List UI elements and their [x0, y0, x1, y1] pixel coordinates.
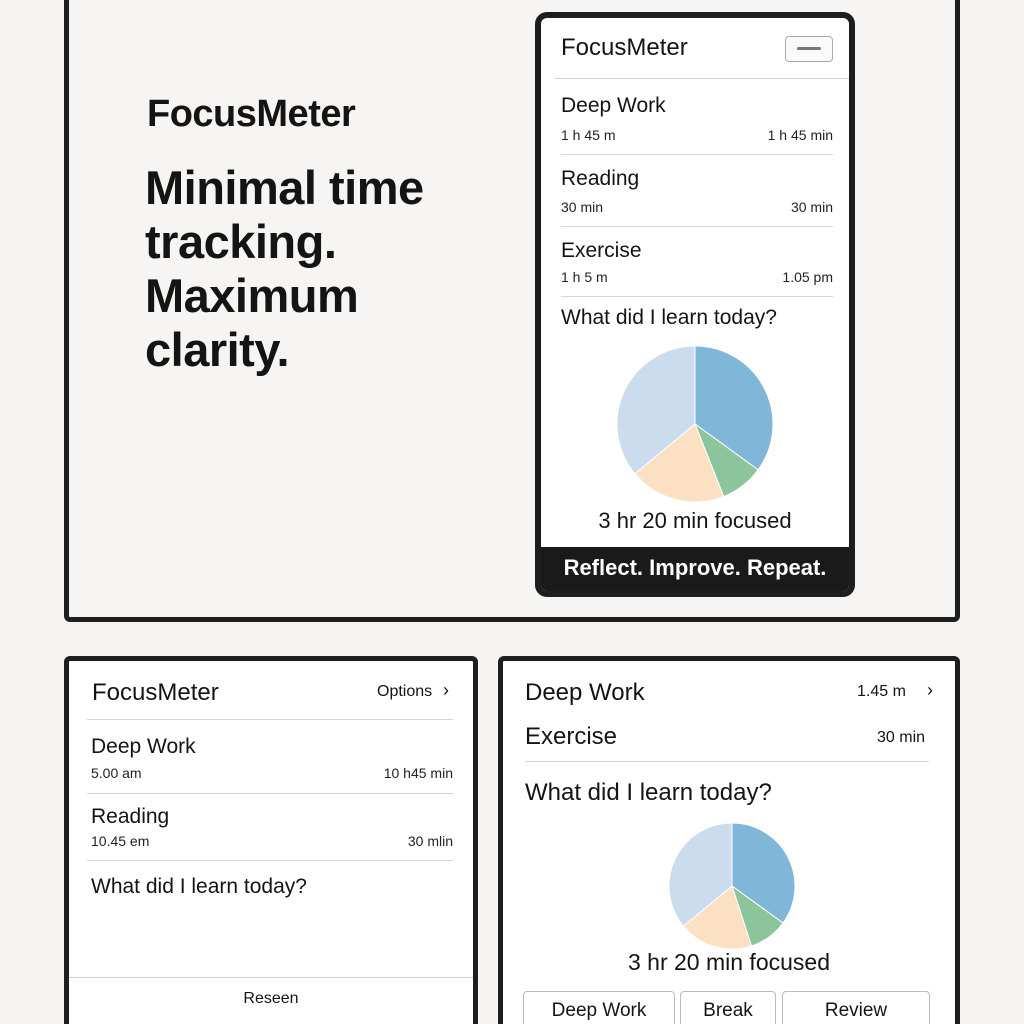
phone-mockup	[535, 12, 855, 597]
divider	[87, 793, 453, 794]
activity-duration: 10 h45 min	[383, 765, 453, 781]
tagline-line: tracking.	[145, 215, 337, 268]
activity-duration: 30 min	[790, 199, 833, 215]
tagline-line: Maximum	[145, 269, 359, 322]
activity-duration: 1.45 m	[857, 683, 906, 700]
activity-duration: 30 mlin	[407, 833, 453, 849]
activity-name-deep-work[interactable]: Deep Work	[91, 735, 196, 758]
divider	[555, 78, 849, 79]
divider	[561, 226, 833, 227]
summary-card-right	[498, 656, 960, 1024]
break-button[interactable]: Break	[680, 991, 776, 1024]
brand-title: FocusMeter	[147, 93, 356, 135]
focus-pie-chart	[667, 821, 797, 951]
activity-duration: 1 h 45 min	[767, 127, 833, 143]
activity-name-exercise[interactable]: Exercise	[525, 723, 618, 750]
activity-start: 10.45 em	[91, 833, 150, 849]
reflection-question: What did I learn today?	[561, 306, 777, 329]
app-title: FocusMeter	[92, 679, 219, 706]
review-button[interactable]: Review	[782, 991, 930, 1024]
reseen-button[interactable]: Reseen	[69, 977, 473, 1024]
divider	[525, 761, 929, 762]
hero-panel	[64, 0, 960, 622]
chevron-right-icon[interactable]: ›	[443, 680, 449, 700]
hamburger-icon	[797, 47, 821, 50]
activity-start: 30 min	[561, 199, 604, 215]
menu-button[interactable]	[785, 36, 833, 62]
activity-name-reading[interactable]: Reading	[91, 805, 170, 828]
footer-slogan: Reflect. Improve. Repeat.	[541, 547, 849, 591]
activity-name-reading[interactable]: Reading	[561, 167, 640, 190]
deep-work-button[interactable]: Deep Work	[523, 991, 675, 1024]
activity-name-deep-work[interactable]: Deep Work	[561, 94, 666, 117]
options-link[interactable]: Options	[377, 683, 433, 700]
summary-card-left	[64, 656, 478, 1024]
focus-total: 3 hr 20 min focused	[627, 949, 830, 975]
reflection-question: What did I learn today?	[525, 779, 772, 806]
focus-pie-chart	[615, 344, 775, 504]
divider	[87, 860, 453, 861]
divider	[87, 719, 453, 720]
app-title: FocusMeter	[561, 34, 688, 61]
tagline-line: Minimal time	[145, 161, 424, 214]
focus-total: 3 hr 20 min focused	[598, 508, 792, 533]
activity-name-deep-work[interactable]: Deep Work	[525, 679, 645, 706]
divider	[561, 296, 833, 297]
tagline-line: clarity.	[145, 323, 290, 376]
chevron-right-icon[interactable]: ›	[927, 680, 933, 700]
reflection-question: What did I learn today?	[91, 875, 307, 898]
activity-start: 5.00 am	[91, 765, 142, 781]
activity-duration: 1.05 pm	[782, 269, 833, 285]
tagline	[145, 161, 475, 377]
activity-duration: 30 min	[877, 729, 926, 746]
divider	[561, 154, 833, 155]
activity-start: 1 h 5 m	[561, 269, 608, 285]
activity-name-exercise[interactable]: Exercise	[561, 239, 642, 262]
activity-start: 1 h 45 m	[561, 127, 616, 143]
